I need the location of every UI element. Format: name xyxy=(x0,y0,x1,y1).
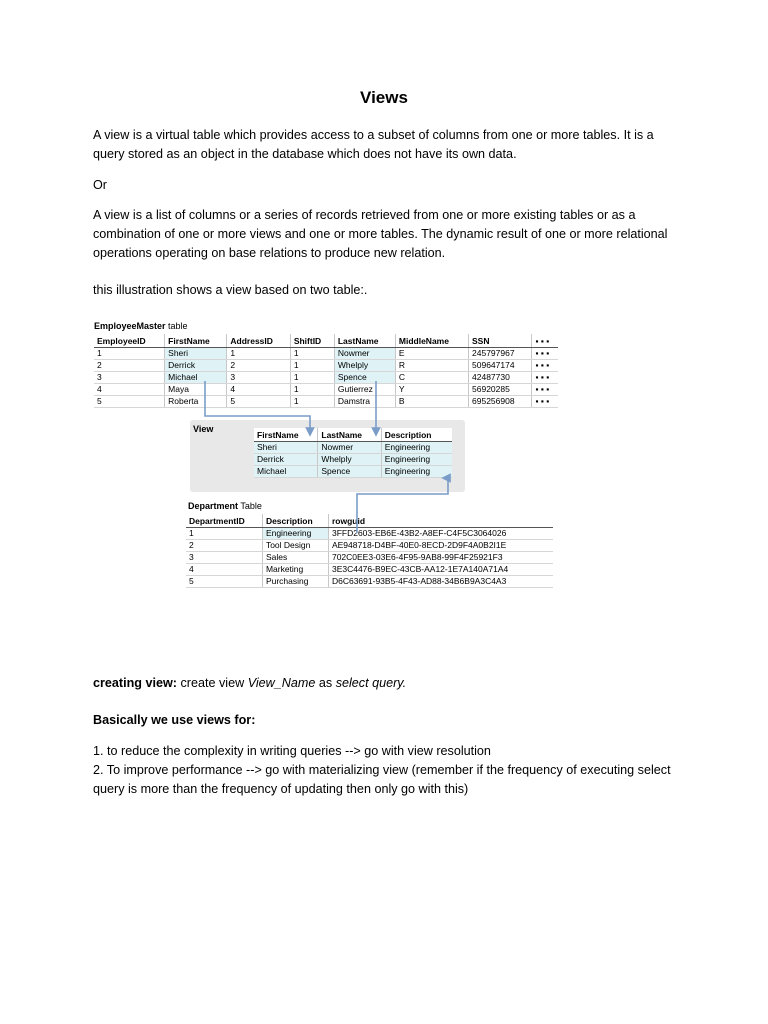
table-cell: 4 xyxy=(186,564,262,576)
table-cell: C xyxy=(395,372,468,384)
table-cell: Nowmer xyxy=(334,348,395,360)
table-cell: 2 xyxy=(227,360,290,372)
table-cell: Gutierrez xyxy=(334,384,395,396)
table-cell: ▪ ▪ ▪ xyxy=(532,384,558,396)
table-cell: Derrick xyxy=(254,454,318,466)
table-cell: 1 xyxy=(290,360,334,372)
employee-table-caption: EmployeeMaster table xyxy=(94,321,188,331)
table-cell: Michael xyxy=(165,372,227,384)
table-cell: Michael xyxy=(254,466,318,478)
table-cell: R xyxy=(395,360,468,372)
table-cell: 4 xyxy=(227,384,290,396)
table-cell: 42487730 xyxy=(469,372,532,384)
table-cell: Spence xyxy=(318,466,381,478)
column-header: SSN xyxy=(469,334,532,348)
table-cell: Maya xyxy=(165,384,227,396)
table-cell: D6C63691-93B5-4F43-AD88-34B6B9A3C4A3 xyxy=(328,576,553,588)
table-cell: 1 xyxy=(290,396,334,408)
table-cell: Derrick xyxy=(165,360,227,372)
table-cell: Spence xyxy=(334,372,395,384)
table-cell: 3FFD2603-EB6E-43B2-A8EF-C4F5C3064026 xyxy=(328,528,553,540)
table-cell: 1 xyxy=(290,372,334,384)
column-header: AddressID xyxy=(227,334,290,348)
table-cell: Marketing xyxy=(262,564,328,576)
column-header: LastName xyxy=(334,334,395,348)
table-cell: 1 xyxy=(186,528,262,540)
definition-paragraph-1: A view is a virtual table which provides access to a subset of columns from one or more tables. It is a query stored as an object in the database which does not have its own data. xyxy=(93,128,654,161)
table-cell: 5 xyxy=(186,576,262,588)
table-cell: ▪ ▪ ▪ xyxy=(532,396,558,408)
table-cell: 56920285 xyxy=(469,384,532,396)
table-cell: 2 xyxy=(186,540,262,552)
table-cell: Roberta xyxy=(165,396,227,408)
page-title: Views xyxy=(360,88,408,107)
view-label: View xyxy=(193,424,214,434)
table-cell: 695256908 xyxy=(469,396,532,408)
table-cell: Engineering xyxy=(381,466,452,478)
table-cell: Whelply xyxy=(318,454,381,466)
table-cell: Whelply xyxy=(334,360,395,372)
column-header: MiddleName xyxy=(395,334,468,348)
table-cell: Sheri xyxy=(165,348,227,360)
table-cell: Tool Design xyxy=(262,540,328,552)
use-item-2: 2. To improve performance --> go with materializing view (remember if the frequency of executing select query is more than the frequency of updating then only go with this) xyxy=(93,763,671,796)
table-cell: ▪ ▪ ▪ xyxy=(532,360,558,372)
table-cell: Nowmer xyxy=(318,442,381,454)
creating-view-line: creating view: create view View_Name as select query. xyxy=(93,676,407,690)
column-header: Description xyxy=(262,514,328,528)
column-header: EmployeeID xyxy=(94,334,165,348)
table-cell: 3 xyxy=(94,372,165,384)
table-cell: 5 xyxy=(227,396,290,408)
table-cell: 1 xyxy=(290,348,334,360)
use-item-1: 1. to reduce the complexity in writing queries --> go with view resolution xyxy=(93,744,491,758)
table-cell: 702C0EE3-03E6-4F95-9AB8-99F4F25921F3 xyxy=(328,552,553,564)
table-cell: 1 xyxy=(227,348,290,360)
table-cell: ▪ ▪ ▪ xyxy=(532,348,558,360)
table-cell: 1 xyxy=(94,348,165,360)
table-cell: ▪ ▪ ▪ xyxy=(532,372,558,384)
definition-paragraph-2: A view is a list of columns or a series of records retrieved from one or more existing tables or as a combination of one or more views and one or more tables. The dynamic result of one or more relational operations operating on base relations to produce new relation. xyxy=(93,208,668,260)
table-cell: 3E3C4476-B9EC-43CB-AA12-1E7A140A71A4 xyxy=(328,564,553,576)
illustration-intro: this illustration shows a view based on two table:. xyxy=(93,283,368,297)
column-header: ▪ ▪ ▪ xyxy=(532,334,558,348)
column-header: rowguid xyxy=(328,514,553,528)
table-cell: 245797967 xyxy=(469,348,532,360)
or-paragraph: Or xyxy=(93,178,107,192)
table-cell: Sales xyxy=(262,552,328,564)
table-cell: Engineering xyxy=(262,528,328,540)
table-cell: Sheri xyxy=(254,442,318,454)
uses-heading: Basically we use views for: xyxy=(93,713,256,727)
table-cell: 509647174 xyxy=(469,360,532,372)
table-cell: 4 xyxy=(94,384,165,396)
firstname-arrow xyxy=(205,381,310,432)
column-header: FirstName xyxy=(254,428,318,442)
table-cell: Engineering xyxy=(381,442,452,454)
table-cell: 1 xyxy=(290,384,334,396)
table-cell: E xyxy=(395,348,468,360)
column-header: LastName xyxy=(318,428,381,442)
column-header: ShiftID xyxy=(290,334,334,348)
description-arrow xyxy=(357,478,448,533)
table-cell: AE948718-D4BF-40E0-8ECD-2D9F4A0B2I1E xyxy=(328,540,553,552)
table-cell: Damstra xyxy=(334,396,395,408)
column-header: DepartmentID xyxy=(186,514,262,528)
department-table-caption: Department Table xyxy=(188,501,262,511)
table-cell: 3 xyxy=(227,372,290,384)
table-cell: 5 xyxy=(94,396,165,408)
table-cell: 3 xyxy=(186,552,262,564)
table-cell: B xyxy=(395,396,468,408)
table-cell: 2 xyxy=(94,360,165,372)
table-cell: Engineering xyxy=(381,454,452,466)
column-header: Description xyxy=(381,428,452,442)
table-cell: Purchasing xyxy=(262,576,328,588)
table-cell: Y xyxy=(395,384,468,396)
column-header: FirstName xyxy=(165,334,227,348)
